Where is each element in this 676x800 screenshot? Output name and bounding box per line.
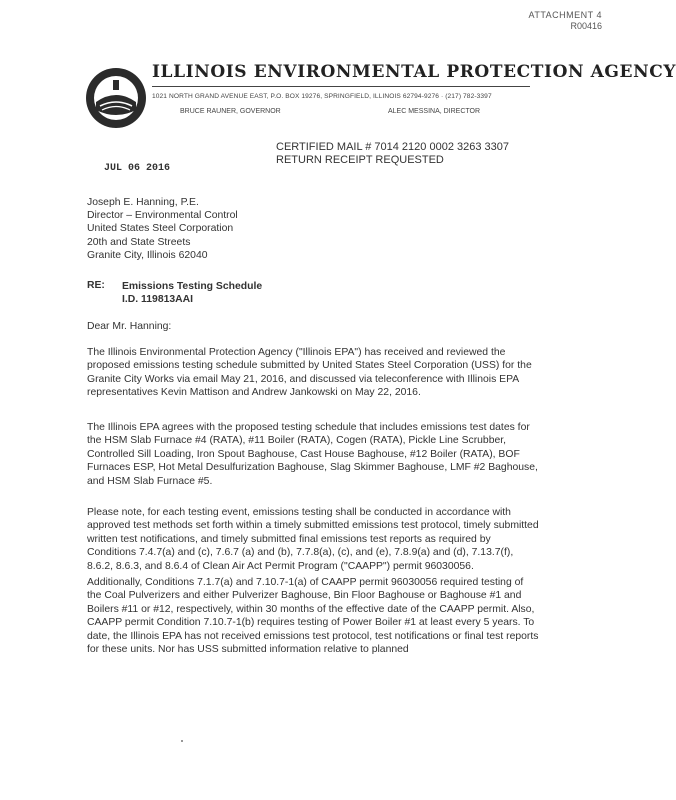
date-stamp: JUL 06 2016 — [104, 163, 171, 174]
paragraph-1: The Illinois Environmental Protection Agency ("Illinois EPA") has received and reviewed the proposed emissions testing schedule submitted by United States Steel Corporation (USS) for the Granite City Works via email May 21, 2016, and discussed via teleconference with Illinois EPA representatives Kevin Mattison and Andrew Jankowski on May 22, 2016. — [87, 347, 532, 399]
recipient-title: Director – Environmental Control — [87, 210, 238, 222]
subject-block — [122, 280, 262, 306]
scan-speck — [181, 740, 183, 742]
paragraph-2: The Illinois EPA agrees with the proposed testing schedule that includes emissions test dates for the HSM Slab Furnace #4 (RATA), #11 Boiler (RATA), Cogen (RATA), Pickle Line Scrubber, Controlled Sill Loading, Iron Spout Baghouse, Cast House Baghouse, #12 Boiler (RATA), BOF Furnaces ESP, Hot Metal Desulfurization Baghouse, Slag Skimmer Baghouse, LMF #2 Baghouse, and HSM Slab Furnace #5. — [87, 422, 538, 487]
letterhead-rule — [152, 86, 530, 87]
subject-line-2: I.D. 119813AAI — [122, 294, 194, 306]
recipient-company: United States Steel Corporation — [87, 223, 234, 235]
certified-mail-number: CERTIFIED MAIL # 7014 2120 0002 3263 3307 — [276, 141, 509, 153]
recipient-address — [87, 196, 238, 262]
agency-address: 1021 NORTH GRAND AVENUE EAST, P.O. BOX 19276, SPRINGFIELD, ILLINOIS 62794-9276 · (217) 782-3397 — [152, 93, 492, 100]
recipient-street: 20th and State Streets — [87, 236, 191, 248]
governor-name: BRUCE RAUNER, GOVERNOR — [180, 108, 281, 115]
subject-line-1: Emissions Testing Schedule — [122, 281, 263, 292]
subject-label: RE: — [87, 280, 105, 291]
salutation: Dear Mr. Hanning: — [87, 321, 172, 332]
attachment-header — [528, 10, 602, 32]
mailing-block — [276, 141, 509, 167]
attachment-label: ATTACHMENT 4 — [528, 10, 602, 20]
return-receipt: RETURN RECEIPT REQUESTED — [276, 154, 444, 166]
recipient-city: Granite City, Illinois 62040 — [87, 249, 208, 261]
director-name: ALEC MESSINA, DIRECTOR — [388, 108, 481, 115]
paragraph-3: Please note, for each testing event, emissions testing shall be conducted in accordance with approved test methods set forth within a timely submitted emissions test protocol, timely submitted written test notifications, and timely submitted final emissions test reports as required by Conditions 7.4.7(a) and (c), 7.6.7 (a) and (b), 7.7.8(a), (c), and (e), 7.8.9(a) and (d), 7.13.7(f), 8.6.2, 8.6.3, and 8.6.4 of Clean Air Act Permit Program ("CAAPP") permit 96030056. — [87, 507, 539, 572]
recipient-name: Joseph E. Hanning, P.E. — [87, 197, 199, 208]
attachment-ref: R00416 — [570, 21, 602, 31]
paragraph-4: Additionally, Conditions 7.1.7(a) and 7.10.7-1(a) of CAAPP permit 96030056 required testing of the Coal Pulverizers and either Pulverizer Baghouse, Bin Floor Baghouse or Baghouse #1 and Boilers #11 or #12, respectively, within 30 months of the effective date of the CAAPP permit. Also, CAAPP permit Condition 7.10.7-1(b) requires testing of Power Boiler #1 at least every 5 years. To date, the Illinois EPA has not received emissions test protocol, test notifications or final test reports for these units. Nor has USS submitted information relative to planned — [87, 577, 539, 656]
illinois-state-seal-icon — [84, 66, 148, 130]
agency-name: ILLINOIS ENVIRONMENTAL PROTECTION AGENCY — [152, 62, 676, 82]
